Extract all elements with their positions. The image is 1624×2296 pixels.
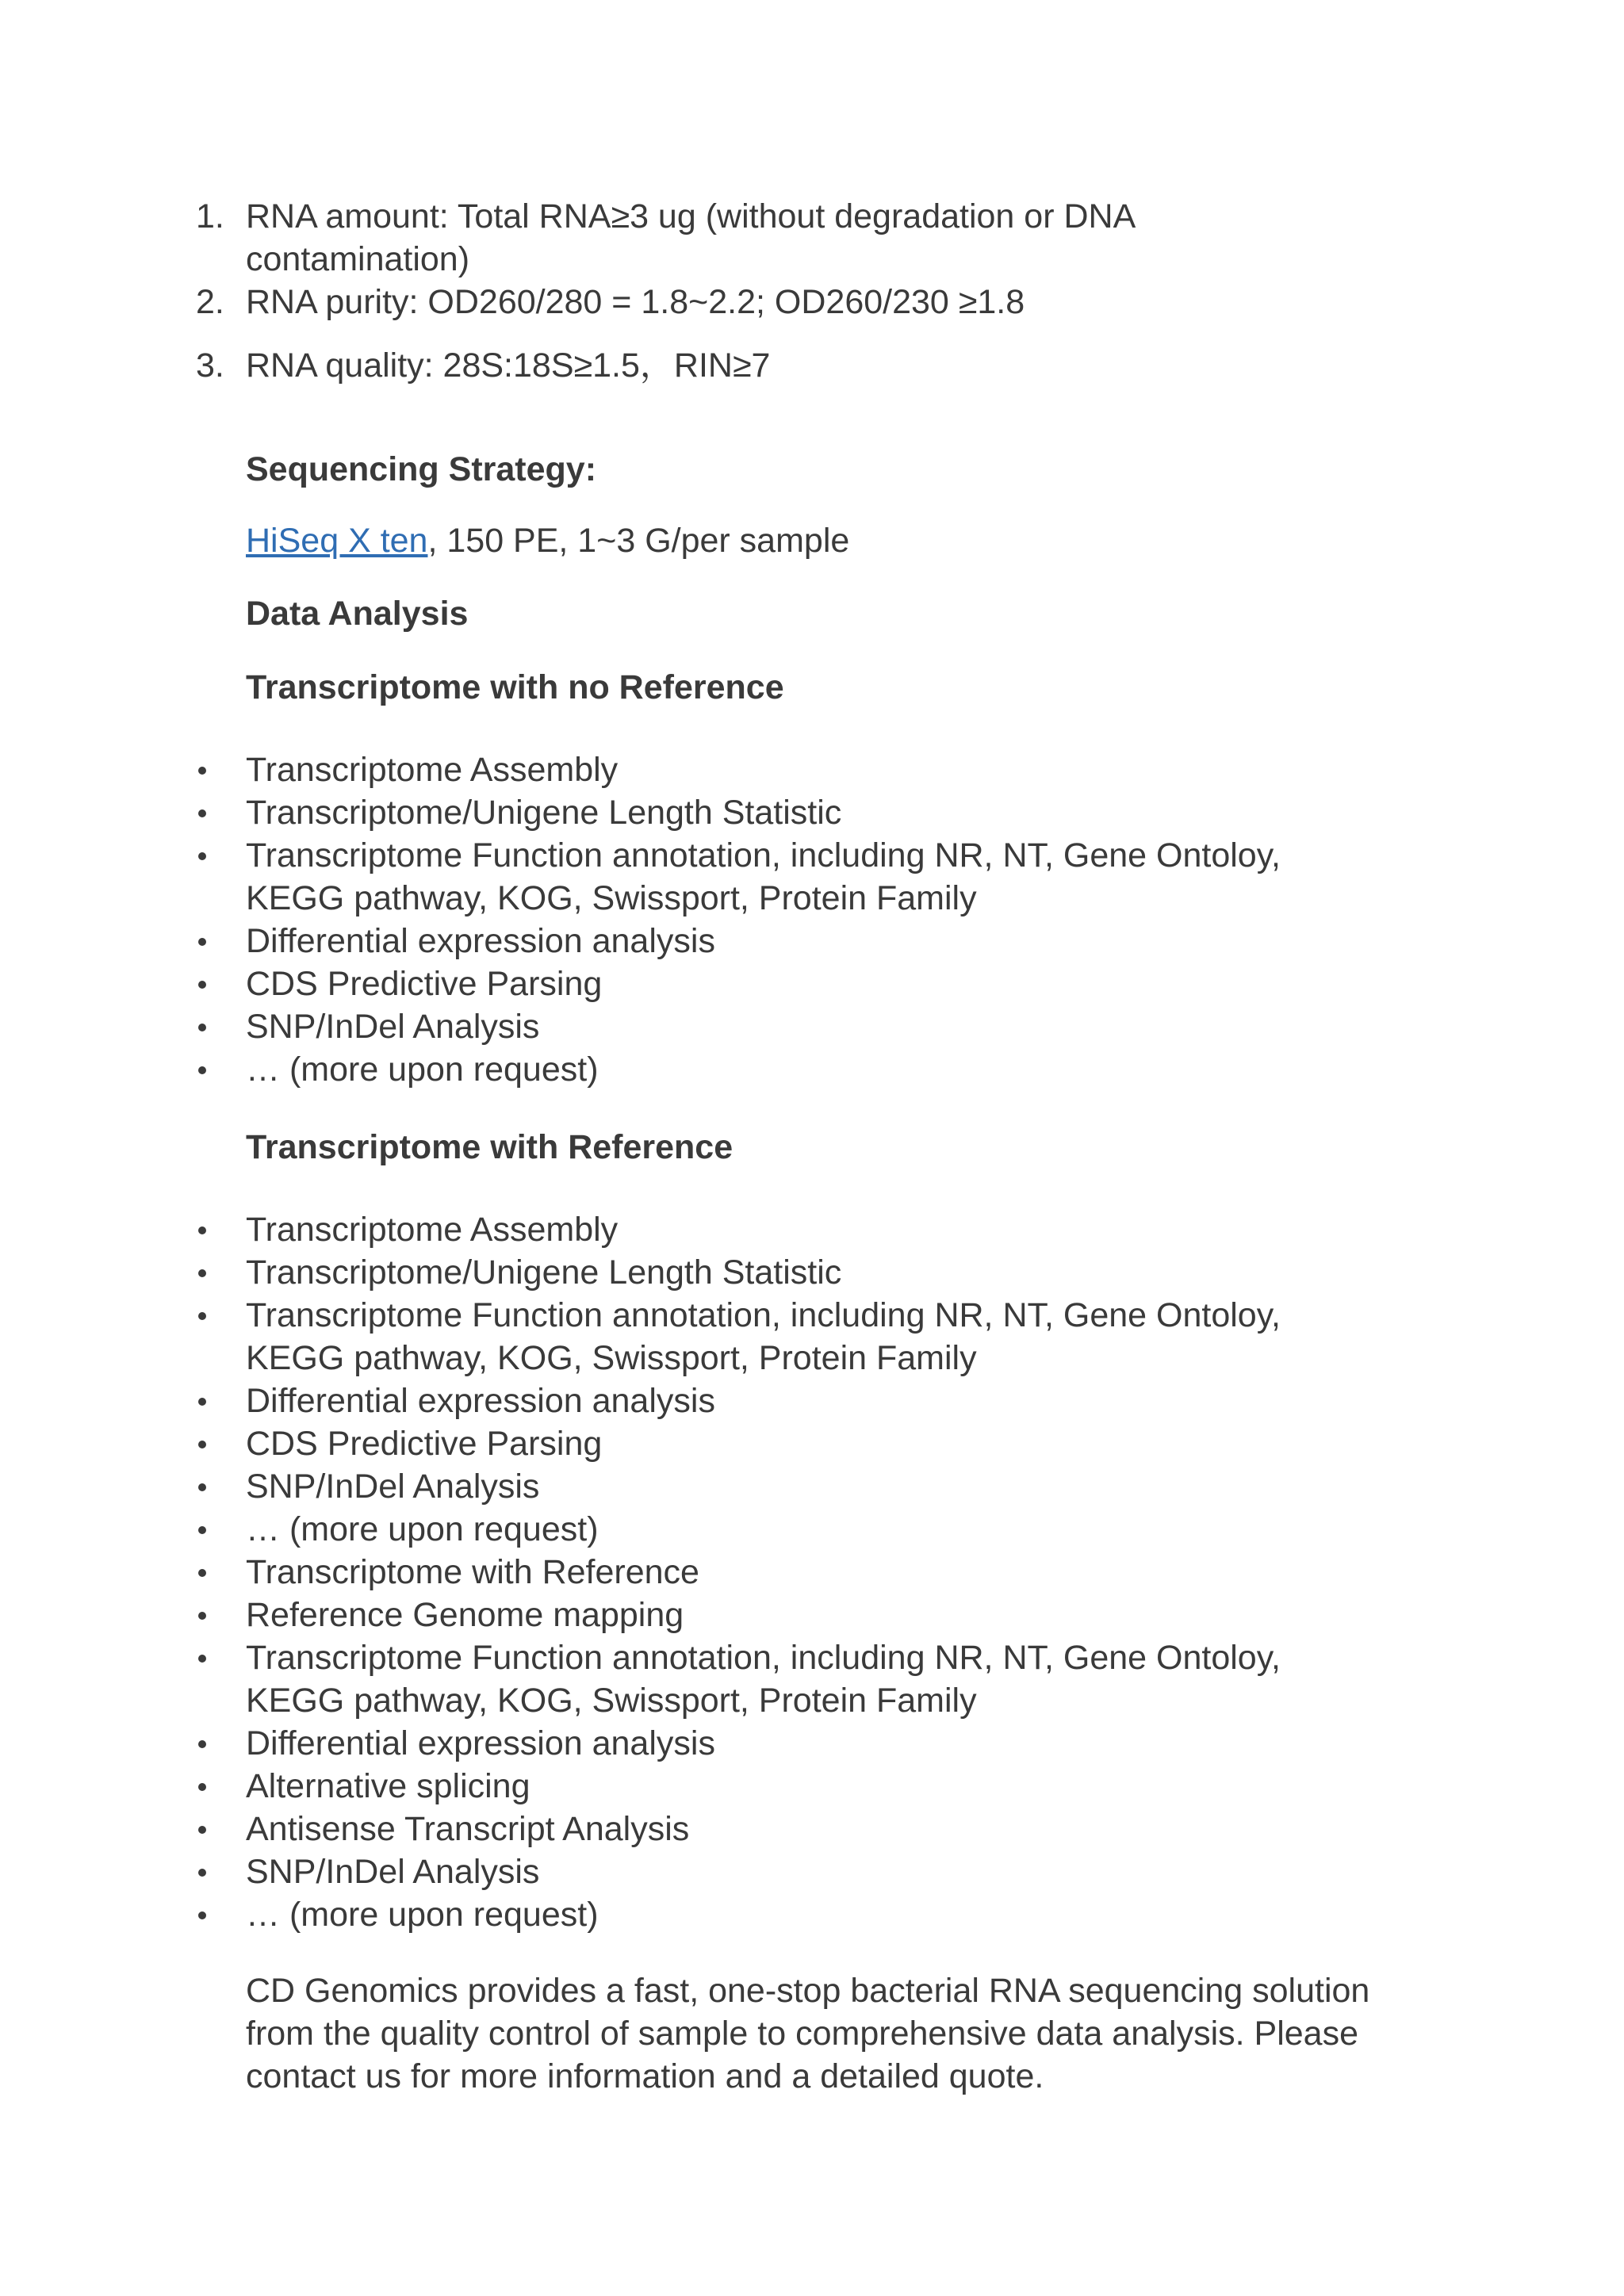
list-item: SNP/InDel Analysis	[0, 1465, 1332, 1508]
list-item: CDS Predictive Parsing	[0, 962, 1332, 1005]
bullet-icon	[198, 1569, 206, 1577]
bullet-icon	[198, 1783, 206, 1791]
list-item: SNP/InDel Analysis	[0, 1850, 1332, 1893]
requirement-number: 3.	[196, 346, 224, 385]
requirement-item	[0, 344, 1166, 387]
bullet-icon	[198, 1024, 206, 1031]
no-reference-list	[0, 748, 1624, 1091]
bullet-icon	[198, 1655, 206, 1663]
bullet-icon	[198, 1398, 206, 1406]
requirement-number: 2.	[196, 283, 224, 321]
list-item: Transcriptome/Unigene Length Statistic	[0, 791, 1332, 834]
list-item: Transcriptome Function annotation, including NR, NT, Gene Ontoloy, KEGG pathway, KOG, Swissport, Protein Family	[0, 834, 1332, 920]
requirement-number: 1.	[196, 197, 224, 235]
sequencing-strategy-line	[246, 519, 1404, 562]
list-item: Alternative splicing	[0, 1765, 1332, 1808]
requirement-text: RNA purity: OD260/280 = 1.8~2.2; OD260/230 ≥1.8	[246, 283, 1025, 321]
bullet-icon	[198, 809, 206, 817]
bullet-icon	[198, 1826, 206, 1834]
bullet-icon	[198, 1740, 206, 1748]
list-item: … (more upon request)	[0, 1893, 1332, 1936]
bullet-icon	[198, 1226, 206, 1234]
requirement-text: RNA amount: Total RNA≥3 ug (without degradation or DNA contamination)	[246, 197, 1134, 278]
bullet-icon	[198, 1911, 206, 1919]
bullet-icon	[198, 1269, 206, 1277]
list-item: Transcriptome Assembly	[0, 748, 1332, 791]
bullet-icon	[198, 1312, 206, 1320]
requirement-item	[0, 281, 1166, 323]
list-item: Differential expression analysis	[0, 920, 1332, 962]
list-item: … (more upon request)	[0, 1048, 1332, 1091]
bullet-icon	[198, 1441, 206, 1448]
sequencing-strategy-heading: Sequencing Strategy:	[246, 450, 597, 488]
list-item: Reference Genome mapping	[0, 1594, 1332, 1636]
list-item: Transcriptome Function annotation, including NR, NT, Gene Ontoloy, KEGG pathway, KOG, Swissport, Protein Family	[0, 1636, 1332, 1722]
data-analysis-heading: Data Analysis	[246, 595, 469, 633]
list-item: Antisense Transcript Analysis	[0, 1808, 1332, 1850]
bullet-icon	[198, 1869, 206, 1877]
bullet-icon	[198, 1066, 206, 1074]
list-item: Transcriptome Function annotation, including NR, NT, Gene Ontoloy, KEGG pathway, KOG, Swissport, Protein Family	[0, 1294, 1332, 1380]
list-item: Differential expression analysis	[0, 1380, 1332, 1422]
bullet-icon	[198, 1612, 206, 1620]
list-item: Transcriptome/Unigene Length Statistic	[0, 1251, 1332, 1294]
no-reference-heading: Transcriptome with no Reference	[246, 668, 784, 706]
bullet-icon	[198, 981, 206, 989]
closing-paragraph: CD Genomics provides a fast, one-stop bacterial RNA sequencing solution from the quality control of sample to comprehensive data analysis. Please contact us for more information and a detailed quote.	[246, 1972, 1370, 2095]
list-item: Transcriptome Assembly	[0, 1208, 1332, 1251]
list-item: Transcriptome with Reference	[0, 1551, 1332, 1594]
bullet-icon	[198, 1526, 206, 1534]
bullet-icon	[198, 852, 206, 860]
bullet-icon	[198, 767, 206, 775]
bullet-icon	[198, 1483, 206, 1491]
requirement-item	[0, 195, 1166, 281]
list-item: CDS Predictive Parsing	[0, 1422, 1332, 1465]
list-item: SNP/InDel Analysis	[0, 1005, 1332, 1048]
hiseq-link[interactable]: HiSeq X ten	[246, 522, 428, 560]
list-item: Differential expression analysis	[0, 1722, 1332, 1765]
reference-list	[0, 1208, 1624, 1936]
requirement-text: RNA quality: 28S:18S≥1.5，RIN≥7	[246, 346, 771, 385]
strategy-details: , 150 PE, 1~3 G/per sample	[427, 522, 850, 560]
sample-requirements-list	[0, 195, 1624, 387]
list-item: … (more upon request)	[0, 1508, 1332, 1551]
bullet-icon	[198, 938, 206, 946]
reference-heading: Transcriptome with Reference	[246, 1128, 733, 1166]
